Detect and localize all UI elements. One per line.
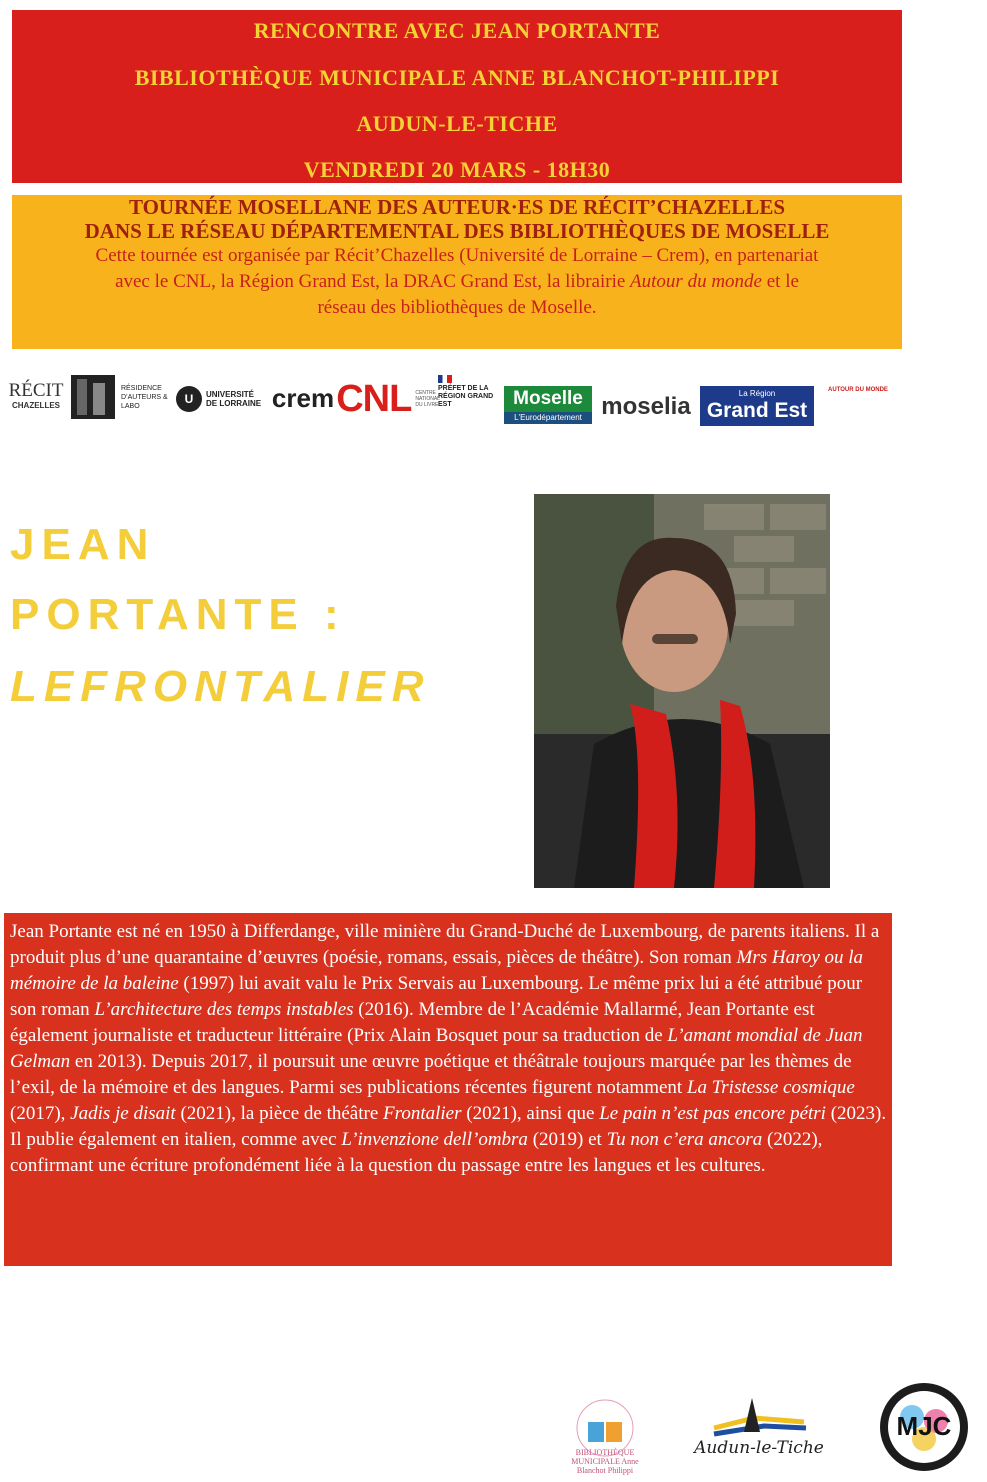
tour-banner xyxy=(12,195,902,349)
autour-du-monde-logo: AUTOUR DU MONDE xyxy=(828,387,888,393)
residence-logo: RÉSIDENCE D’AUTEURS & LABO xyxy=(66,374,176,420)
header-banner xyxy=(12,10,902,183)
author-title-2: PORTANTE : xyxy=(10,590,346,639)
bio-text: Jean Portante est né en 1950 à Differdange, ville minière du Grand-Duché de Luxembourg, de parents italiens. Il a produit plus d’une quarantaine d’œuvres (poésie, romans, essais, pièces de théâtre). Son roman Mrs Haroy ou la mémoire de la baleine (1997) lui avait valu le Prix Servais au Luxembourg. Le même prix lui a été attribué pour son roman L’architecture des temps instables (2016). Membre de l’Académie Mallarmé, Jean Portante est également journaliste et traducteur littéraire (Prix Alain Bosquet pour sa traduction de L’amant mondial de Juan Gelman en 2013). Depuis 2017, il poursuit une œuvre poétique et théâtrale toujours marquée par les thèmes de l’exil, de la mémoire et des langues. Parmi ses publications récentes figurent notamment La Tristesse cosmique (2017), Jadis je disait (2021), la pièce de théâtre Frontalier (2021), ainsi que Le pain n’est pas encore pétri (2023). Il publie également en italien, comme avec L’invenzione dell’ombra (2019) et Tu non c’era ancora (2022), confirmant une écriture profondément liée à la question du passage entre les langues et les cultures. xyxy=(10,921,887,1176)
partner-logos xyxy=(10,362,910,432)
marianne-icon xyxy=(438,375,452,383)
audun-le-tiche-logo: Audun-le-Tiche xyxy=(694,1388,824,1473)
prefet-logo: PRÉFET DE LA RÉGION GRAND EST xyxy=(438,362,498,422)
moselia-logo: moselia xyxy=(601,393,691,420)
author-title-1: JEAN xyxy=(10,520,156,569)
tour-desc-2: avec le CNL, la Région Grand Est, la DRAC Grand Est, la librairie Autour du monde et le xyxy=(115,271,799,292)
tour-desc-3: réseau des bibliothèques de Moselle. xyxy=(317,297,597,318)
author-bio xyxy=(4,913,892,1266)
universite-lorraine-logo: U UNIVERSITÉ DE LORRAINE xyxy=(174,382,266,416)
tour-title-1: TOURNÉE MOSELLANE DES AUTEUR·ES DE RÉCIT’CHAZELLES xyxy=(128,195,786,219)
region-grand-est-logo: La Région Grand Est xyxy=(700,386,814,426)
tour-title-2: DANS LE RÉSEAU DÉPARTEMENTAL DES BIBLIOTHÈQUES DE MOSELLE xyxy=(84,219,830,243)
bibliotheque-logo: BIBLIOTHÈQUE MUNICIPALE Anne Blanchot Philippi xyxy=(564,1392,646,1477)
tour-desc-1: Cette tournée est organisée par Récit’Chazelles (Université de Lorraine – Crem), en partenariat xyxy=(95,245,819,266)
author-photo xyxy=(534,494,830,888)
venue-name: BIBLIOTHÈQUE MUNICIPALE ANNE BLANCHOT-PHILIPPI xyxy=(134,65,780,90)
recit-chazelles-logo: RÉCIT CHAZELLES xyxy=(8,380,64,410)
building-icon xyxy=(71,375,115,419)
venue-town: AUDUN-LE-TICHE xyxy=(356,111,558,136)
author-title-3: LEFRONTALIER xyxy=(10,662,431,711)
univ-circle-icon: U xyxy=(176,386,202,412)
event-date: VENDREDI 20 MARS - 18H30 xyxy=(303,157,611,182)
crem-logo: crem xyxy=(271,382,335,413)
event-title: RENCONTRE AVEC JEAN PORTANTE xyxy=(253,18,661,43)
mjc-logo: MJC xyxy=(878,1381,970,1473)
moselle-logo: Moselle L'Eurodépartement xyxy=(504,384,592,426)
cnl-logo: CNL CENTRE NATIONAL DU LIVRE xyxy=(336,377,440,420)
